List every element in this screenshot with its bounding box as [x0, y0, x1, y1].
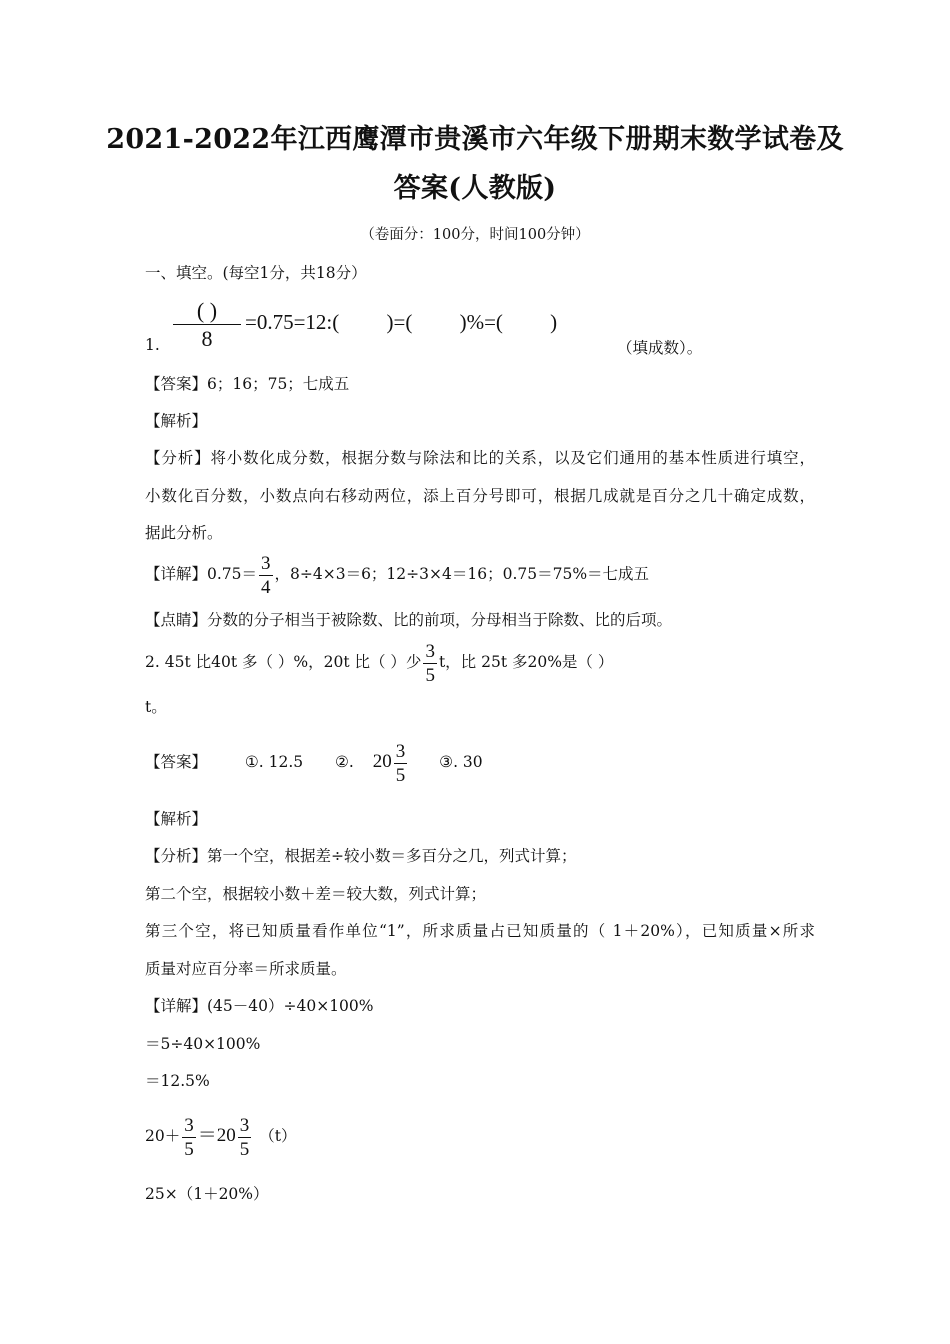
q2-question-end: t，比 25t 多20%是（ ）: [438, 653, 614, 671]
document-title-line2: 答案(人教版): [393, 173, 557, 204]
q2-analysis-line2: 第二个空，根据较小数＋差＝较大数，列式计算；: [145, 885, 487, 903]
q2-fraction-den: 5: [425, 664, 435, 686]
q2-question-start: 2. 45t 比40t 多（ ）%，20t 比（ ）少: [145, 653, 422, 671]
q1-answer: 【答案】6；16；75；七成五: [145, 375, 350, 393]
q1-instruction: （填成数）。: [617, 339, 703, 357]
q2-detail-fraction-a-num: 3: [184, 1114, 194, 1136]
q1-fraction-denominator: 8: [201, 326, 213, 351]
q2-answer: [145, 740, 483, 785]
q1-equation-rest: =0.75=12:( )=( )%=( ): [245, 310, 558, 334]
q2-detail-line4-mid: ＝20: [197, 1125, 236, 1146]
q2-detail-line1: 【详解】(45－40）÷40×100%: [145, 997, 374, 1015]
q1-detail: [145, 552, 649, 597]
q2-answer-1: ①. 12.5: [244, 753, 304, 771]
q2-analysis-line4: 质量对应百分率＝所求质量。: [145, 960, 347, 978]
q2-detail-line4: [145, 1112, 296, 1160]
q2-analysis-line3: 第三个空，将已知质量看作单位“1”，所求质量占已知质量的（ 1＋20%），已知质量×所求: [145, 922, 815, 940]
q2-answer-label: 【答案】: [145, 753, 208, 771]
q1-analysis-line1: 【分析】将小数化成分数，根据分数与除法和比的关系，以及它们通用的基本性质进行填空，: [145, 449, 815, 467]
q2-question-unit: t。: [145, 698, 167, 716]
q2-jiexi-label: 【解析】: [145, 810, 208, 828]
q1-fraction: [173, 298, 241, 352]
q2-answer-2-whole: 20: [372, 751, 392, 772]
q2-detail-line4-start: 20＋: [145, 1127, 181, 1145]
q2-question: [145, 640, 613, 685]
q2-analysis-line1: 【分析】第一个空，根据差÷较小数＝多百分之几，列式计算；: [145, 847, 577, 865]
q1-dianjing: 【点睛】分数的分子相当于被除数、比的前项，分母相当于除数、比的后项。: [145, 611, 673, 629]
q1-analysis-line2: 小数化百分数，小数点向右移动两位，添上百分号即可，根据几成就是百分之几十确定成数，: [145, 487, 815, 505]
q1-fraction-numerator: ( ): [173, 298, 241, 325]
q1-number: 1.: [145, 336, 160, 354]
document-title-line1: 2021-2022年江西鹰潭市贵溪市六年级下册期末数学试卷及: [106, 124, 844, 155]
q2-answer-2-fraction: [394, 742, 408, 785]
q2-detail-line3: ＝12.5%: [145, 1072, 210, 1090]
q2-detail-line5: 25×（1＋20%）: [145, 1185, 269, 1203]
q2-fraction: [423, 642, 437, 685]
q1-detail-fraction: [259, 554, 273, 597]
q2-detail-fraction-a: [182, 1116, 196, 1159]
q2-answer-3: ③. 30: [439, 753, 483, 771]
q2-detail-line4-end: （t）: [259, 1127, 297, 1145]
q1-detail-start: 【详解】0.75＝: [145, 565, 258, 583]
exam-info: （卷面分：100分，时间100分钟）: [360, 227, 590, 243]
q2-answer-2-num: 3: [395, 740, 406, 762]
q1-jiexi-label: 【解析】: [145, 412, 208, 430]
q2-detail-fraction-b-num: 3: [239, 1114, 250, 1136]
q2-fraction-num: 3: [425, 640, 435, 662]
q1-detail-fraction-num: 3: [261, 552, 271, 574]
q1-analysis-line3: 据此分析。: [145, 524, 223, 542]
q1-equation: [145, 296, 865, 360]
q2-answer-2-den: 5: [395, 764, 406, 786]
section-heading: 一、填空。(每空1分，共18分）: [145, 264, 367, 282]
q1-detail-fraction-den: 4: [261, 576, 271, 598]
q2-detail-fraction-b-den: 5: [239, 1138, 250, 1160]
q2-detail-line2: ＝5÷40×100%: [145, 1035, 261, 1053]
q2-detail-fraction-b: [238, 1116, 252, 1159]
q2-detail-fraction-a-den: 5: [184, 1138, 194, 1160]
q1-detail-end: ，8÷4×3＝6；12÷3×4＝16；0.75＝75%＝七成五: [274, 565, 650, 583]
q2-answer-2-label: ②.: [335, 753, 354, 771]
